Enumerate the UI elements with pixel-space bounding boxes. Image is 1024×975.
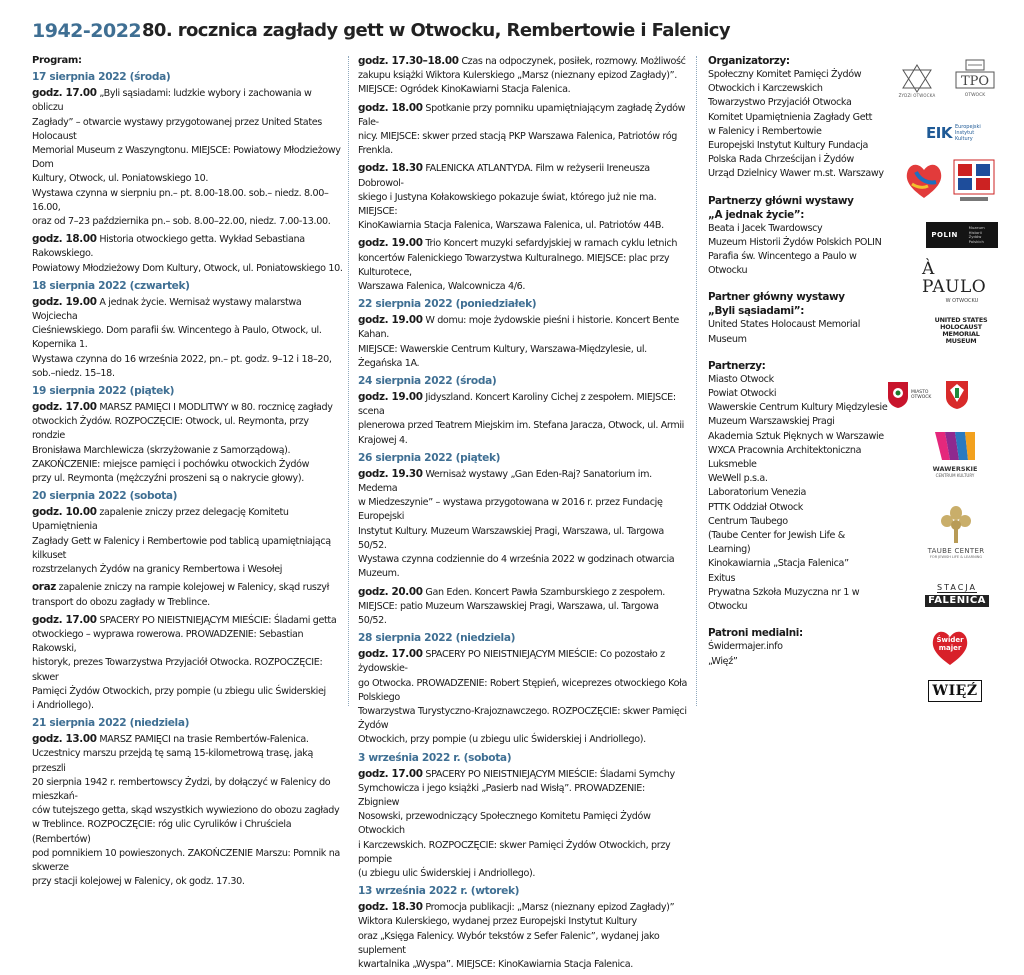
polin-sub-text: Muzeum Historii Żydów Polskich: [968, 225, 985, 244]
event-line: [32, 367, 344, 381]
wawer-emblem-icon: [952, 158, 996, 204]
program-event: [32, 295, 344, 381]
event-line: [32, 86, 344, 115]
event-line: [358, 419, 688, 447]
program-event: [358, 647, 688, 747]
event-text: Spotkanie przy pomniku upamiętniającym zagładę Żydów Fale-: [358, 102, 686, 128]
event-text: SPACERY PO NIEISTNIEJĄCYM MIEŚCIE: Śladami Symchy: [425, 768, 675, 780]
event-text: zapalenie zniczy na rampie kolejowej w Falenicy, skąd ruszył: [58, 582, 329, 594]
event-line: [358, 930, 688, 958]
program-event: [358, 900, 688, 972]
rada-chrzescijan-zydow-logo: [902, 158, 946, 202]
a-paulo-sub-text: W OTWOCKU: [945, 298, 979, 304]
event-text: transport do obozu zagłady w Treblince.: [32, 596, 210, 608]
partner-item: Wawerskie Centrum Kultury Międzylesie: [708, 402, 888, 414]
partner-item: Towarzystwo Przyjaciół Otwocka: [708, 97, 852, 109]
program-event: [32, 86, 344, 229]
event-line: [32, 747, 344, 775]
event-time: godz. 19.30: [358, 467, 423, 480]
event-line: [32, 613, 344, 628]
event-line: [32, 776, 344, 804]
event-text: przy stacji kolejowej w Falenicy, ok godz. 17.30.: [32, 876, 245, 888]
section-title: Organizatorzy:: [708, 55, 790, 67]
event-line: [358, 54, 688, 69]
event-text: przy ul. Reymonta (mężczyźni proszeni są o nakrycie głowy).: [32, 473, 304, 485]
stacja-text: STACJA: [937, 583, 977, 592]
event-text: ców tutejszego getta, skąd wszystkich wywieziono do obozu zagłady: [32, 805, 340, 817]
date-heading: 26 sierpnia 2022 (piątek): [358, 451, 501, 464]
program-event: [32, 732, 344, 889]
event-text: Cieśniewskiego. Dom parafii św. Wincentego à Paulo, Otwock, ul. Kopernika 1.: [32, 325, 322, 351]
header-years: 1942-2022: [32, 20, 142, 42]
date-heading: 22 sierpnia 2022 (poniedziałek): [358, 298, 537, 311]
event-text: Otwockich, przy pompie (u zbiegu ulic Świderskiej i Andriollego).: [358, 734, 646, 746]
section-subtitle: „A jednak życie”:: [708, 208, 805, 221]
event-line: [358, 252, 688, 280]
event-text: A jednak życie. Wernisaż wystawy malarstwa Wojciecha: [32, 296, 302, 323]
event-time: oraz: [32, 581, 56, 594]
partner-item: Europejski Instytut Kultury Fundacja: [708, 140, 869, 152]
event-text: Symchowicza i jego książki „Pasierb nad Wisłą”. PROWADZENIE: Zbigniew: [358, 782, 645, 808]
partner-item: Świdermajer.info: [708, 641, 783, 653]
event-text: (u zbiegu ulic Świderskiej i Andriollego).: [358, 867, 536, 879]
event-line: [32, 172, 344, 186]
event-line: [358, 467, 688, 496]
event-text: 20 sierpnia 1942 r. rembertowscy Żydzi, by dołączyć w Falenicy do mieszkań-: [32, 776, 331, 802]
partner-item: Urząd Dzielnicy Wawer m.st. Warszawy: [708, 168, 884, 180]
event-text: Powiatowy Młodzieżowy Dom Kultury, Otwock, ul. Poniatowskiego 10.: [32, 262, 343, 274]
event-text: KinoKawiarnia Stacja Falenica, Warszawa Falenica, ul. Patriotów 44B.: [358, 220, 664, 232]
event-text: otwockich Żydów. ROZPOCZĘCIE: Otwock, ul. Reymonta, przy rondzie: [32, 416, 309, 442]
partner-item: United States Holocaust Memorial Museum: [708, 319, 861, 345]
date-heading: 3 września 2022 r. (sobota): [358, 751, 512, 764]
date-heading: 18 sierpnia 2022 (czwartek): [32, 279, 190, 292]
event-line: [358, 191, 688, 219]
section-title: Partner główny wystawy: [708, 291, 845, 304]
event-time: godz. 13.00: [32, 733, 97, 746]
event-line: [32, 415, 344, 443]
event-text: rozstrzelanych Żydów na granicy Rembertowa i Wesołej: [32, 564, 283, 576]
partner-item: Luksmeble: [708, 459, 757, 471]
event-text: zakupu książki Wiktora Kulerskiego „Marsz (nieznany epizod Zagłady)”.: [358, 70, 677, 82]
stacja-falenica-logo: [926, 578, 988, 612]
event-text: skiego i Justyna Kołakowskiego pokazuje świat, którego już nie ma. MIEJSCE:: [358, 191, 657, 218]
partner-item: Polska Rada Chrześcijan i Żydów: [708, 154, 854, 166]
event-text: Warszawa Falenica, Walcownicza 4/6.: [358, 281, 526, 293]
swidermajer-logo: [928, 626, 972, 668]
event-line: [358, 83, 688, 97]
event-time: godz. 18.30: [358, 901, 423, 914]
event-line: [358, 867, 688, 881]
event-time: godz. 17.00: [32, 401, 97, 414]
event-text: Zagłady” – otwarcie wystawy przygotowanej przez United States Holocaust: [32, 116, 322, 142]
program-event: [358, 467, 688, 582]
wck-text: WAWERSKIE: [932, 465, 978, 473]
event-time: godz. 19.00: [358, 314, 423, 327]
event-line: [358, 496, 688, 524]
event-text: Bronisława Marchlewicza (skrzyżowanie z Samorządową).: [32, 444, 291, 456]
event-line: [358, 782, 688, 810]
polin-text: POLIN: [931, 231, 958, 239]
date-heading: 24 sierpnia 2022 (środa): [358, 375, 497, 388]
section-title: Patroni medialni:: [708, 627, 803, 640]
event-line: [358, 767, 688, 782]
ushmm-logo: [926, 316, 996, 346]
event-time: godz. 17.00: [358, 648, 423, 661]
column-divider: [696, 56, 697, 706]
zydzi-otwocka-logo: [892, 58, 942, 102]
event-text: Gan Eden. Koncert Pawła Szamburskiego z zespołem.: [425, 586, 665, 598]
event-line: [358, 705, 688, 733]
event-text: go Otwocka. PROWADZENIE: Robert Stępień, wiceprezes otwockiego Koła Polskiego: [358, 677, 688, 703]
event-text: MIEJSCE: Ogródek KinoKawiarni Stacja Falenica.: [358, 84, 571, 96]
event-line: [32, 324, 344, 352]
tpo-sub-text: OTWOCK: [964, 93, 986, 98]
event-time: godz. 18.30: [358, 162, 423, 175]
event-time: godz. 17.30–18.00: [358, 55, 459, 67]
event-text: i Andriollego).: [32, 699, 94, 711]
eik-text: EIK: [926, 124, 952, 142]
partner-item: Komitet Upamiętnienia Zagłady Gett: [708, 111, 873, 123]
partner-item: PTTK Oddział Otwock: [708, 501, 803, 513]
partner-item: Powiat Otwocki: [708, 388, 777, 400]
event-line: [358, 810, 688, 838]
event-time: godz. 19.00: [358, 237, 423, 250]
event-line: [32, 580, 344, 595]
partner-item: WeWell p.s.a.: [708, 473, 768, 485]
event-line: [358, 677, 688, 705]
event-line: [358, 101, 688, 130]
event-line: [358, 733, 688, 747]
event-line: [32, 818, 344, 846]
event-line: [358, 600, 688, 628]
date-heading: 17 sierpnia 2022 (środa): [32, 71, 171, 84]
partner-item: Akademia Sztuk Pięknych w Warszawie: [708, 430, 884, 442]
taube-sub-text: FOR JEWISH LIFE & LEARNING: [929, 555, 983, 559]
program-event: [358, 161, 688, 233]
taube-center-logo: [926, 496, 986, 568]
event-text: Memorial Museum z Waszyngtonu. MIEJSCE: Powiatowy Młodzieżowy Dom: [32, 145, 341, 171]
swidermajer-text: Świder majer: [936, 636, 964, 652]
wiez-text: WIĘŹ: [932, 683, 978, 699]
partner-item: WXCA Pracownia Architektoniczna: [708, 444, 862, 456]
wiez-logo: [928, 680, 982, 702]
event-line: [32, 563, 344, 577]
event-time: godz. 17.00: [32, 87, 97, 100]
event-text: pod pomnikiem 10 powieszonych. ZAKOŃCZENIE Marszu: Pomnik na skwerze: [32, 847, 340, 873]
event-line: [358, 161, 688, 190]
event-line: [32, 685, 344, 699]
partner-item: w Falenicy i Rembertowie: [708, 125, 822, 137]
event-line: [32, 628, 344, 656]
event-time: godz. 18.00: [358, 101, 423, 114]
event-text: Zagłady Gett w Falenicy i Rembertowie pod tablicą upamiętniającą kilkuset: [32, 535, 331, 561]
event-line: [32, 444, 344, 458]
partner-item: Kinokawiarnia „Stacja Falenica”: [708, 558, 849, 570]
event-line: [32, 144, 344, 172]
event-line: [358, 130, 688, 158]
event-line: [358, 313, 688, 342]
section-title: Partnerzy:: [708, 359, 766, 372]
event-text: Towarzystwa Turystyczno-Krajoznawczego. ROZPOCZĘCIE: skwer Pamięci Żydów: [358, 705, 687, 732]
event-line: [358, 585, 688, 600]
event-text: Promocja publikacji: „Marsz (nieznany epizod Zagłady)”: [425, 902, 675, 914]
event-text: Instytut Kultury. Muzeum Warszawskiej Pragi, Warszawa, ul. Targowa 50/52.: [358, 525, 664, 551]
event-time: godz. 20.00: [358, 585, 423, 598]
date-heading: 20 sierpnia 2022 (sobota): [32, 490, 178, 503]
event-line: [32, 804, 344, 818]
event-line: [32, 232, 344, 261]
event-time: godz. 10.00: [32, 506, 97, 519]
taube-text: TAUBE CENTER: [927, 547, 985, 555]
star-of-david-icon: [900, 63, 934, 93]
event-line: [358, 236, 688, 251]
wck-w-icon: [935, 430, 975, 462]
partner-item: Parafia św. Wincentego a Paulo w Otwocku: [708, 251, 857, 277]
event-line: [358, 219, 688, 233]
event-text: historyk, prezes Towarzystwa Przyjaciół Otwocka. ROZPOCZĘCIE: skwer: [32, 657, 323, 683]
partner-item: Prywatna Szkoła Muzyczna nr 1 w Otwocku: [708, 586, 860, 613]
event-text: Trio Koncert muzyki sefardyjskiej w ramach cyklu letnich: [425, 238, 678, 250]
tpo-emblem-icon: [952, 56, 998, 102]
event-text: MIEJSCE: patio Muzeum Warszawskiej Pragi, Warszawa, ul. Targowa 50/52.: [358, 600, 659, 626]
tpo-logo: [952, 56, 998, 102]
program-event: [358, 390, 688, 448]
event-line: [358, 900, 688, 915]
event-text: Jidyszland. Koncert Karoliny Cichej z zespołem. MIEJSCE: scena: [358, 392, 676, 418]
event-text: w Treblince. ROZPOCZĘCIE: róg ulic Cyrulików i Chruściela (Rembertów): [32, 819, 292, 845]
event-line: [32, 656, 344, 684]
event-line: [32, 187, 344, 215]
partner-item: (Taube Center for Jewish Life & Learning): [708, 530, 845, 556]
section-subtitle: „Byli sąsiadami”:: [708, 305, 805, 318]
partner-item: „Więź”: [708, 655, 738, 667]
event-text: Kultury, Otwock, ul. Poniatowskiego 10.: [32, 173, 209, 185]
miasto-otwock-text: MIASTO OTWOCK: [911, 389, 932, 400]
event-line: [358, 280, 688, 294]
event-text: Wystawa czynna w sierpniu pn.– pt. 8.00-18.00. sob.– niedz. 8.00–16.00,: [32, 187, 329, 213]
event-line: [32, 116, 344, 144]
event-text: MIEJSCE: Wawerskie Centrum Kultury, Warszawa-Międzylesie, ul. Żegańska 1A.: [358, 343, 647, 369]
event-text: nicy. MIEJSCE: skwer przed stacją PKP Warszawa Falenica, Patriotów róg Frenkla.: [358, 131, 678, 157]
event-time: godz. 19.00: [358, 391, 423, 404]
program-event: [358, 585, 688, 629]
program-column-1: [32, 54, 344, 892]
powiat-coat-of-arms-icon: [945, 380, 969, 410]
event-line: [358, 958, 688, 972]
program-event: [32, 232, 344, 276]
urzad-wawer-logo: [952, 158, 996, 204]
event-text: plenerowa przed Teatrem Miejskim im. Stefana Jaracza, Otwock, ul. Armii Krajowej 4.: [358, 420, 684, 446]
partner-item: Społeczny Komitet Pamięci Żydów: [708, 69, 862, 80]
event-line: [32, 400, 344, 415]
program-event: [32, 580, 344, 609]
program-event: [358, 767, 688, 882]
event-text: FALENICKA ATLANTYDA. Film w reżyserii Ireneusza Dobrowol-: [358, 163, 650, 189]
date-heading: 13 września 2022 r. (wtorek): [358, 885, 520, 898]
partner-item: Beata i Jacek Twardowscy: [708, 222, 823, 234]
column-divider: [348, 56, 349, 706]
eik-logo: [926, 122, 998, 144]
event-text: koncertów Falenickiego Towarzystwa Kulturalnego. MIEJSCE: plac przy Kulturotece,: [358, 252, 670, 278]
wck-sub-text: CENTRUM KULTURY: [935, 473, 975, 478]
partner-item: Miasto Otwock: [708, 373, 774, 385]
event-line: [32, 505, 344, 534]
taube-tree-icon: [939, 505, 973, 545]
program-event: [358, 54, 688, 98]
event-text: MARSZ PAMIĘCI na trasie Rembertów-Falenica.: [99, 734, 309, 746]
event-line: [32, 875, 344, 889]
event-line: [358, 525, 688, 553]
event-text: Wystawa czynna do 16 września 2022, pn.– pt. godz. 9–12 i 18–20,: [32, 353, 332, 365]
event-line: [32, 732, 344, 747]
event-line: [32, 472, 344, 486]
ushmm-text: UNITED STATES HOLOCAUST MEMORIAL MUSEUM: [934, 316, 988, 345]
program-event: [358, 101, 688, 159]
event-time: godz. 18.00: [32, 233, 97, 246]
event-text: sob.–niedz. 15–18.: [32, 367, 115, 379]
event-text: kwartalnika „Wyspa”. MIEJSCE: KinoKawiarnia Stacja Falenica.: [358, 958, 633, 970]
polin-logo: [926, 222, 998, 248]
falenica-text: FALENICA: [925, 595, 989, 607]
event-line: [32, 215, 344, 229]
event-line: [358, 390, 688, 419]
event-line: [32, 535, 344, 563]
event-text: Wernisaż wystawy „Gan Eden-Raj? Sanatorium im. Medema: [358, 468, 652, 495]
program-event: [358, 236, 688, 294]
event-line: [32, 699, 344, 713]
event-text: Pamięci Żydów Otwockich, przy pompie (u zbiegu ulic Świderskiej: [32, 685, 326, 697]
page-header: [0, 0, 1024, 50]
partner-item: Muzeum Warszawskiej Pragi: [708, 416, 835, 428]
rada-heart-icon: [902, 158, 946, 202]
event-text: SPACERY PO NIEISTNIEJĄCYM MIEŚCIE: Co pozostało z żydowskie-: [358, 649, 665, 675]
event-line: [358, 553, 688, 581]
event-line: [32, 458, 344, 472]
event-time: godz. 19.00: [32, 295, 97, 308]
event-line: [358, 915, 688, 929]
eik-sub-text: Europejski Instytut Kultury: [954, 124, 981, 142]
page-title: 80. rocznica zagłady gett w Otwocku, Rembertowie i Falenicy: [142, 20, 730, 41]
program-column-2: [358, 54, 688, 975]
event-text: SPACERY PO NIEISTNIEJĄCYM MIEŚCIE: Śladami getta: [99, 614, 337, 626]
a-paulo-logo: [922, 259, 1002, 304]
event-text: oraz od 7–23 października pn.– sob. 8.00–22.00, niedz. 7.00-13.00.: [32, 216, 331, 228]
program-event: [32, 400, 344, 486]
event-line: [358, 69, 688, 83]
miasto-otwock-logo: [886, 378, 936, 412]
section-title: Partnerzy główni wystawy: [708, 194, 854, 207]
program-event: [358, 313, 688, 371]
partner-item: Laboratorium Venezia: [708, 487, 807, 499]
powiat-otwocki-logo: [944, 378, 970, 412]
event-line: [358, 343, 688, 371]
partner-item: Otwockich i Karczewskich: [708, 83, 823, 95]
zydzi-otwocka-text: ŻYDZI OTWOCKA: [898, 92, 936, 98]
a-paulo-text: À PAULO: [922, 259, 987, 297]
partner-item: Muzeum Historii Żydów Polskich POLIN: [708, 236, 882, 248]
program-event: [32, 505, 344, 577]
event-text: otwockiego – wyprawa rowerowa. PROWADZENIE: Sebastian Rakowski,: [32, 628, 304, 655]
event-line: [32, 262, 344, 276]
event-text: Historia otwockiego getta. Wykład Sebastiana Rakowskiego.: [32, 234, 305, 260]
event-text: Nosowski, przewodniczący Społecznego Komitetu Pamięci Żydów Otwockich: [358, 811, 651, 837]
event-text: W domu: moje żydowskie pieśni i historie. Koncert Bente Kahan.: [358, 315, 679, 341]
event-line: [358, 839, 688, 867]
event-text: i Karczewskich. ROZPOCZĘCIE: skwer Pamięci Żydów Otwockich, przy pompie: [358, 839, 671, 865]
partner-item: Centrum Taubego: [708, 515, 788, 527]
event-text: zapalenie zniczy przez delegację Komitetu Upamiętnienia: [32, 507, 289, 533]
event-line: [32, 596, 344, 610]
wawerskie-centrum-kultury-logo: [924, 424, 986, 484]
svg-text:TPO: TPO: [960, 74, 990, 89]
event-text: w Miedzeszynie” – wystawa przygotowana w 2016 r. przez Fundację Europejski: [358, 497, 663, 523]
partners-column: [708, 54, 888, 669]
event-line: [32, 295, 344, 324]
date-heading: 21 sierpnia 2022 (niedziela): [32, 717, 190, 730]
event-line: [358, 647, 688, 676]
event-text: oraz „Księga Falenicy. Wybór tekstów z Sefer Falenic”, wydanej jako suplement: [358, 930, 660, 956]
date-heading: 19 sierpnia 2022 (piątek): [32, 385, 175, 398]
event-text: Wiktora Kulerskiego, wydanej przez Europejski Instytut Kultury: [358, 916, 637, 928]
event-text: „Byli sąsiadami: ludzkie wybory i zachowania w obliczu: [32, 88, 312, 114]
event-text: Uczestnicy marszu przejdą tę samą 15-kilometrową trasę, jaką przeszli: [32, 748, 313, 774]
event-text: MARSZ PAMIĘCI I MODLITWY w 80. rocznicę zagłady: [99, 402, 333, 414]
otwock-coat-of-arms-icon: [887, 381, 909, 409]
event-text: Czas na odpoczynek, posiłek, rozmowy. Możliwość: [461, 56, 686, 67]
event-line: [32, 353, 344, 367]
event-line: [32, 847, 344, 875]
program-event: [32, 613, 344, 713]
partner-item: Exitus: [708, 572, 736, 584]
event-time: godz. 17.00: [32, 613, 97, 626]
date-heading: 28 sierpnia 2022 (niedziela): [358, 632, 516, 645]
program-label: Program:: [32, 55, 82, 66]
event-time: godz. 17.00: [358, 767, 423, 780]
event-text: Wystawa czynna codziennie do 4 września 2022 w godzinach otwarcia Muzeum.: [358, 554, 675, 580]
event-text: ZAKOŃCZENIE: miejsce pamięci i pochówku otwockich Żydów: [32, 458, 310, 470]
